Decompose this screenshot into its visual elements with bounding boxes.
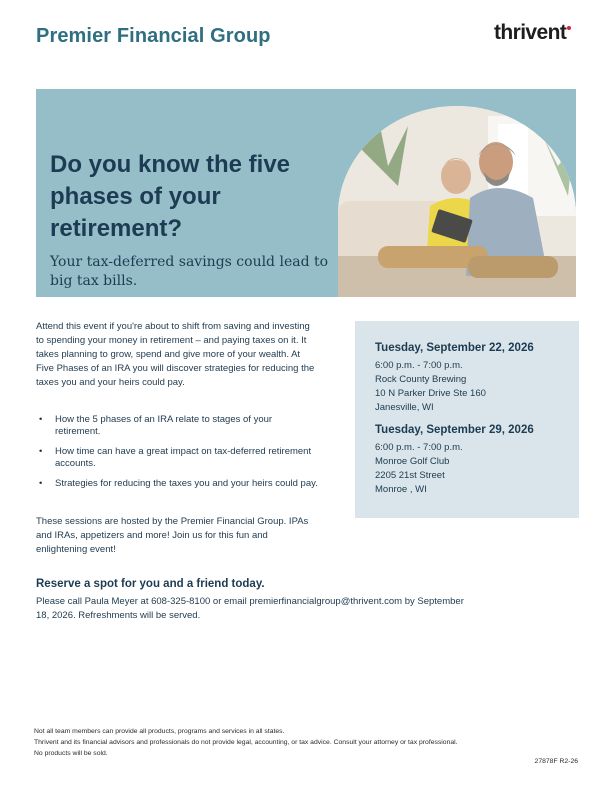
event-card <box>375 342 571 415</box>
list-item-text: Strategies for reducing the taxes you and your heirs could pay. <box>55 478 318 489</box>
event-venue: Monroe Golf Club <box>375 456 450 467</box>
closing-paragraph: These sessions are hosted by the Premier Financial Group. IPAs and IRAs, appetizers and more! Join us for this fun and enlightening event! <box>36 516 309 555</box>
event-date: Tuesday, September 29, 2026 <box>375 424 534 436</box>
document-code: 27878F R2-26 <box>534 758 578 765</box>
event-time: 6:00 p.m. - 7:00 p.m. <box>375 442 463 453</box>
bullet-dot: • <box>39 446 43 457</box>
cta-heading: Reserve a spot for you and a friend today. <box>36 578 265 590</box>
bullet-dot: • <box>39 414 43 425</box>
event-venue: Rock County Brewing <box>375 374 467 385</box>
list-item-text: How the 5 phases of an IRA relate to stages of your retirement. <box>55 414 273 437</box>
bullet-dot: • <box>39 478 43 489</box>
intro-paragraph: Attend this event if you're about to shift from saving and investing to spending your money in retirement – and paying taxes on it. It takes planning to grow, spend and give more of your wealth. At Five Phases of an IRA you will discover strategies for reducing the taxes you and your heirs could pay. <box>36 321 315 388</box>
logo-accent-dot <box>567 26 571 30</box>
benefits-list <box>36 414 318 498</box>
event-address: 10 N Parker Drive Ste 160 <box>375 388 486 399</box>
list-item <box>36 446 318 470</box>
disclaimer-line: Not all team members can provide all products, programs and services in all states. <box>34 728 285 735</box>
list-item-text: How time can have a great impact on tax-deferred retirement accounts. <box>55 446 312 469</box>
disclaimer-line: Thrivent and its financial advisors and professionals do not provide legal, accounting, or tax advice. Consult your attorney or tax professional. <box>34 739 458 746</box>
disclaimer <box>34 726 574 759</box>
hero-banner <box>36 89 576 297</box>
cta-text: Please call Paula Meyer at 608-325-8100 or email premierfinancialgroup@thrivent.com by September 18, 2026. Refreshments will be served. <box>36 596 464 621</box>
list-item <box>36 478 318 490</box>
event-time: 6:00 p.m. - 7:00 p.m. <box>375 360 463 371</box>
event-address: 2205 21st Street <box>375 470 445 481</box>
event-city: Janesville, WI <box>375 402 434 413</box>
list-item <box>36 414 318 438</box>
subheadline: Your tax-deferred savings could lead to big tax bills. <box>50 254 329 289</box>
thrivent-logo <box>494 21 570 45</box>
event-city: Monroe , WI <box>375 484 427 495</box>
organization-name: Premier Financial Group <box>36 25 271 47</box>
couple-photo <box>338 106 576 297</box>
event-card <box>375 424 571 497</box>
headline: Do you know the five phases of your retirement? <box>50 151 291 242</box>
logo-wordmark: thrivent <box>494 21 567 44</box>
event-date: Tuesday, September 22, 2026 <box>375 342 534 354</box>
event-details-box <box>355 321 579 518</box>
disclaimer-line: No products will be sold. <box>34 750 108 757</box>
